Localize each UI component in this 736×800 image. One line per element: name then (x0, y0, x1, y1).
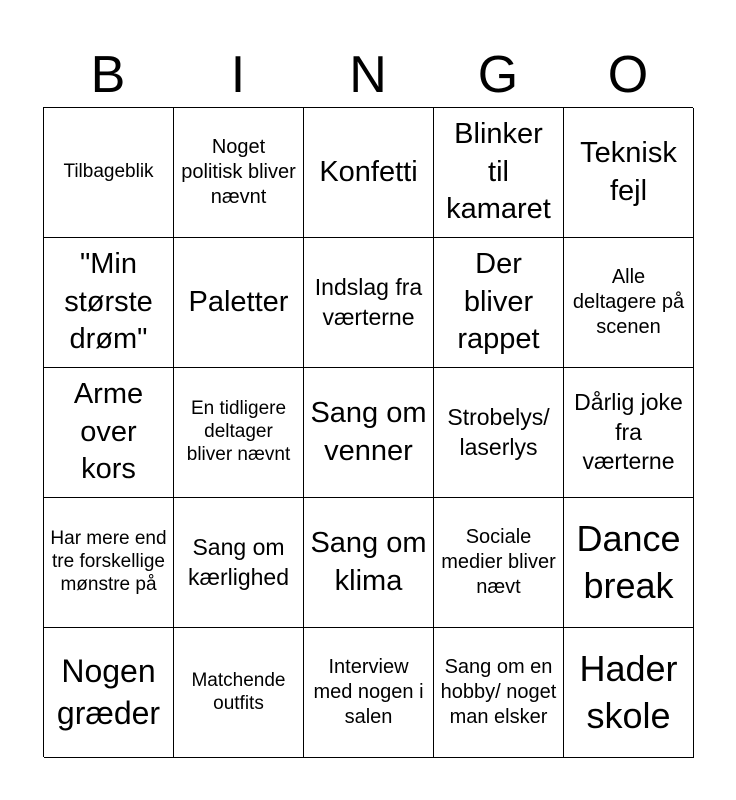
bingo-cell-text: Konfetti (319, 155, 418, 188)
bingo-cell-r1c2[interactable] (174, 108, 304, 238)
bingo-cell-r2c5[interactable] (564, 238, 694, 368)
bingo-cell-text: Indslag fra værterne (314, 273, 423, 330)
bingo-header (43, 42, 693, 108)
bingo-cell-r2c2[interactable] (174, 238, 304, 368)
bingo-cell-text: Blinker til kamaret (446, 117, 551, 226)
bingo-cell-r5c4[interactable] (434, 628, 564, 758)
bingo-cell-text: Paletter (188, 285, 289, 318)
bingo-cell-text: Sociale medier bliver nævt (441, 526, 556, 598)
bingo-cell-text: Tilbageblik (63, 161, 154, 183)
bingo-cell-r3c3[interactable] (304, 368, 434, 498)
bingo-cell-r3c4[interactable] (434, 368, 564, 498)
bingo-cell-r2c4[interactable] (434, 238, 564, 368)
bingo-cell-text: Teknisk fejl (580, 136, 677, 207)
bingo-cell-r3c1[interactable] (44, 368, 174, 498)
bingo-cell-r5c2[interactable] (174, 628, 304, 758)
bingo-cell-r4c2[interactable] (174, 498, 304, 628)
bingo-cell-text: Sang om klima (310, 526, 427, 597)
header-letter-i: I (230, 46, 246, 104)
bingo-cell-r4c4[interactable] (434, 498, 564, 628)
bingo-cell-text: Dårlig joke fra værterne (574, 388, 683, 475)
bingo-cell-r4c1[interactable] (44, 498, 174, 628)
bingo-cell-r1c1[interactable] (44, 108, 174, 238)
bingo-cell-r5c1[interactable] (44, 628, 174, 758)
header-letter-b: B (90, 46, 126, 104)
bingo-cell-text: Matchende outfits (191, 669, 286, 714)
bingo-cell-text: Alle deltagere på scenen (572, 266, 685, 338)
bingo-cell-r1c5[interactable] (564, 108, 694, 238)
bingo-cell-text: Noget politisk bliver nævnt (181, 136, 296, 208)
bingo-cell-text: Interview med nogen i salen (313, 656, 424, 728)
bingo-cell-r1c3[interactable] (304, 108, 434, 238)
bingo-cell-r2c3[interactable] (304, 238, 434, 368)
bingo-cell-text: Hader skole (579, 647, 678, 736)
bingo-cell-text: En tidligere deltager bliver nævnt (186, 398, 291, 465)
bingo-cell-r4c3[interactable] (304, 498, 434, 628)
bingo-cell-r2c1[interactable] (44, 238, 174, 368)
bingo-cell-r5c3[interactable] (304, 628, 434, 758)
bingo-cell-r3c2[interactable] (174, 368, 304, 498)
bingo-grid (43, 107, 693, 757)
bingo-cell-text: Strobelys/ laserlys (447, 403, 550, 460)
bingo-cell-text: "Min største drøm" (64, 247, 153, 356)
bingo-cell-r1c4[interactable] (434, 108, 564, 238)
bingo-cell-text: Dance break (576, 517, 681, 606)
header-letter-g: G (477, 46, 519, 104)
bingo-cell-r5c5[interactable] (564, 628, 694, 758)
header-letter-n: N (349, 46, 387, 104)
header-letter-o: O (607, 46, 649, 104)
bingo-cell-r4c5[interactable] (564, 498, 694, 628)
bingo-cell-text: Sang om venner (310, 396, 427, 467)
bingo-cell-text: Sang om kærlighed (188, 533, 289, 590)
bingo-cell-text: Der bliver rappet (457, 247, 540, 356)
bingo-cell-r3c5[interactable] (564, 368, 694, 498)
bingo-cell-text: Har mere end tre forskellige mønstre på (50, 528, 167, 595)
bingo-cell-text: Nogen græder (56, 652, 161, 731)
bingo-cell-text: Sang om en hobby/ noget man elsker (440, 656, 557, 728)
bingo-cell-text: Arme over kors (73, 377, 144, 486)
